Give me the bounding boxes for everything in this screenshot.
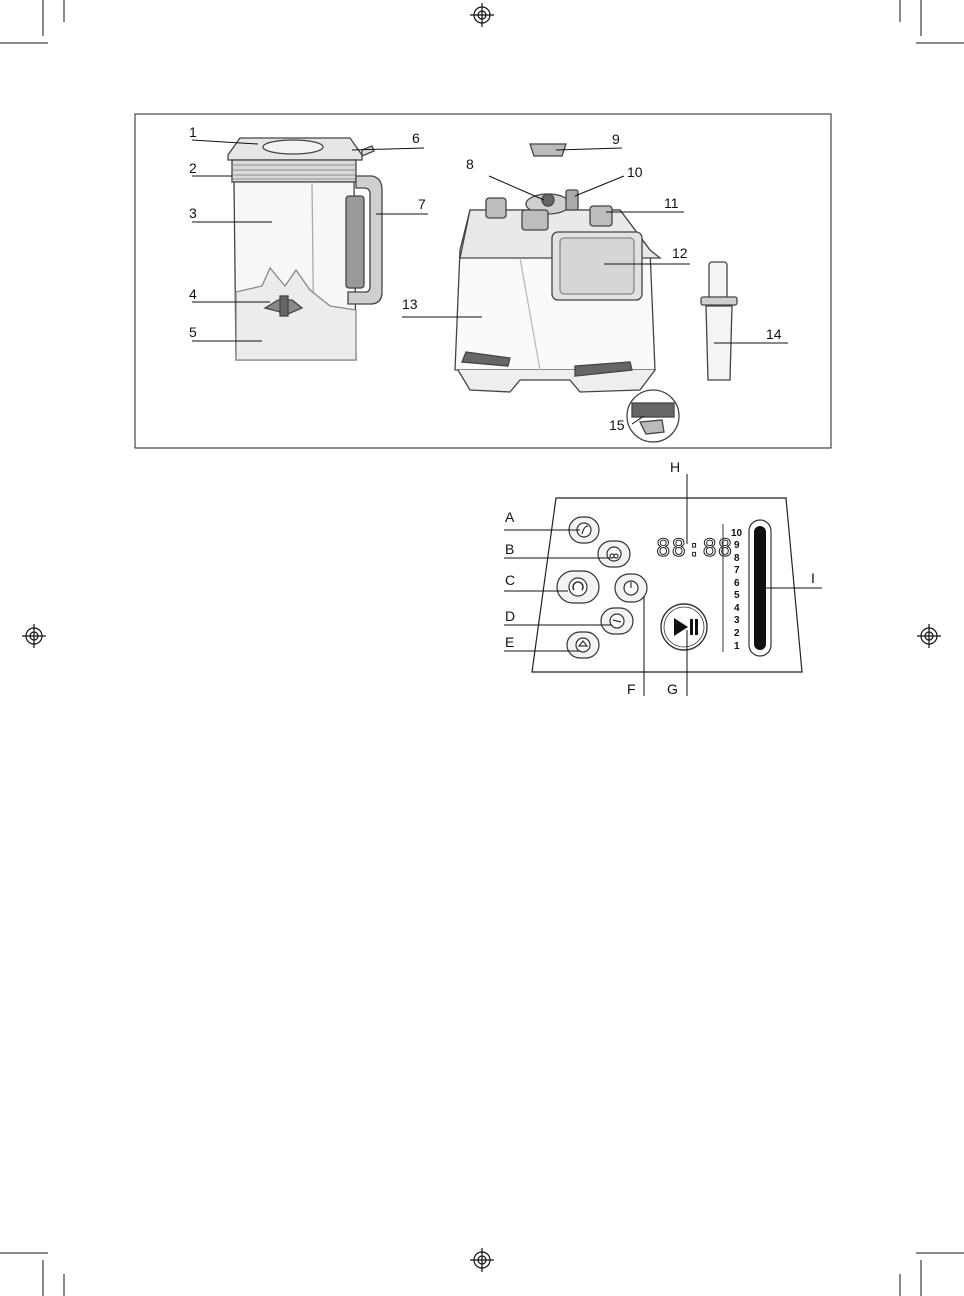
registration-mark-icon <box>22 624 46 648</box>
cable-storage-detail <box>627 390 679 442</box>
speed-level-6: 6 <box>734 578 740 589</box>
callout-6: 6 <box>412 130 420 146</box>
callout-e: E <box>505 634 515 650</box>
speed-level-7: 7 <box>734 565 740 576</box>
registration-mark-icon <box>470 1248 494 1272</box>
callout-a: A <box>505 509 515 525</box>
callout-f: F <box>627 681 636 697</box>
speed-level-2: 2 <box>734 628 740 639</box>
speed-level-5: 5 <box>734 590 740 601</box>
speed-level-10: 10 <box>731 528 743 539</box>
callout-g: G <box>667 681 678 697</box>
button-c-icon <box>557 571 599 603</box>
button-d-icon <box>601 608 633 634</box>
callout-15: 15 <box>609 417 625 433</box>
registration-mark-icon <box>470 3 494 27</box>
jug-illustration <box>228 138 382 360</box>
callout-13: 13 <box>402 296 418 312</box>
callout-7: 7 <box>418 196 426 212</box>
callout-c: C <box>505 572 516 588</box>
callout-5: 5 <box>189 324 197 340</box>
callout-3: 3 <box>189 205 197 221</box>
speed-level-4: 4 <box>734 603 740 614</box>
button-b-icon <box>598 541 630 567</box>
button-f-icon <box>615 574 647 602</box>
callout-9: 9 <box>612 131 620 147</box>
motor-base-illustration <box>455 144 660 392</box>
start-pause-button-icon <box>661 604 707 650</box>
speed-level-1: 1 <box>734 641 740 652</box>
speed-level-3: 3 <box>734 615 740 626</box>
callout-b: B <box>505 541 515 557</box>
callout-2: 2 <box>189 160 197 176</box>
callout-4: 4 <box>189 286 197 302</box>
tamper-illustration <box>701 262 737 380</box>
timer-display: 88:88 <box>656 534 734 562</box>
callout-1: 1 <box>189 124 197 140</box>
speed-level-9: 9 <box>734 540 740 551</box>
speed-level-8: 8 <box>734 553 740 564</box>
callout-i: I <box>811 570 815 586</box>
callout-h: H <box>670 459 681 475</box>
callout-14: 14 <box>766 326 782 342</box>
registration-mark-icon <box>917 624 941 648</box>
callout-8: 8 <box>466 156 474 172</box>
callout-d: D <box>505 608 516 624</box>
button-e-icon <box>567 632 599 658</box>
callout-10: 10 <box>627 164 643 180</box>
callout-11: 11 <box>664 195 679 211</box>
callout-12: 12 <box>672 245 688 261</box>
